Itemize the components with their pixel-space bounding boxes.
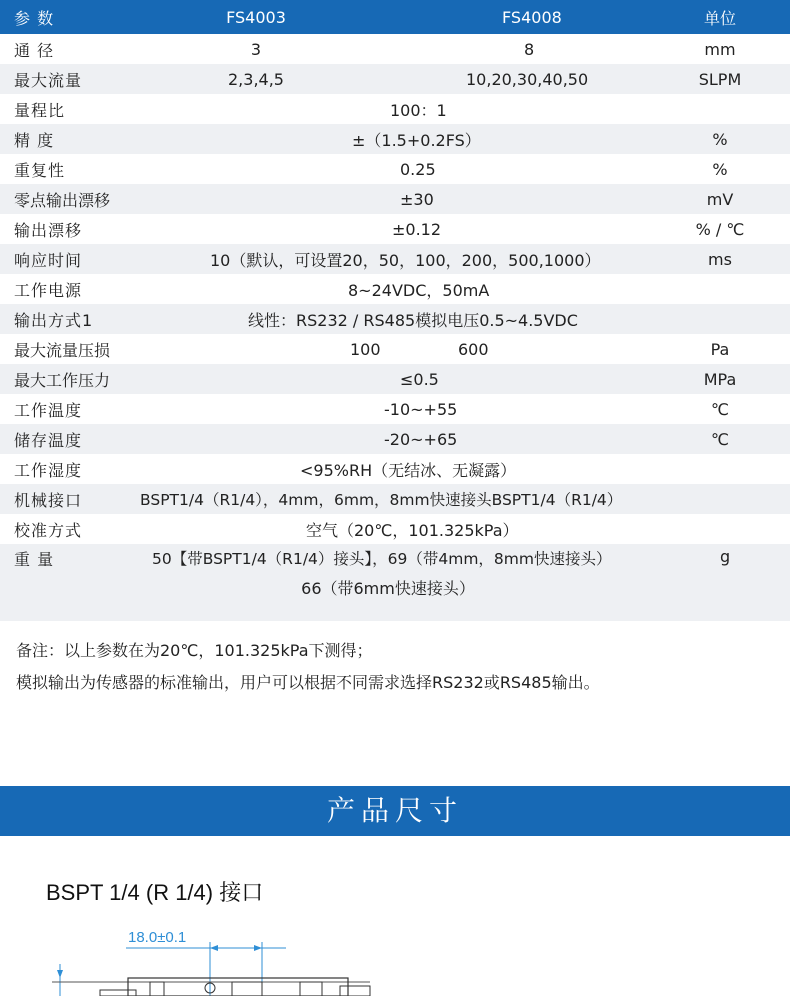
part-outline [150, 982, 164, 996]
value-cell: -20~+65 [126, 424, 650, 454]
value-cell: 2,3,4,5 [126, 64, 406, 94]
table-header-row [0, 0, 790, 34]
value-cell: 8~24VDC，50mA [126, 274, 650, 304]
value-cell: ≤0.5 [126, 364, 650, 394]
value-cell: 10,20,30,40,50 [406, 64, 650, 94]
header-model-1: FS4003 [126, 0, 406, 34]
table-row [0, 214, 790, 244]
value-cell: 空气（20℃，101.325kPa） [126, 514, 650, 544]
value-cell: 3 [126, 34, 406, 64]
unit-cell: % [650, 154, 790, 184]
param-label: 量程比 [0, 94, 126, 124]
unit-cell [650, 304, 790, 334]
notes [0, 621, 790, 699]
param-label: 重复性 [0, 154, 126, 184]
value-cell: 100 [126, 334, 406, 364]
table-row [0, 304, 790, 334]
section-banner: 产品尺寸 [0, 786, 790, 836]
param-label: 输出漂移 [0, 214, 126, 244]
unit-cell: MPa [650, 364, 790, 394]
value-cell: 100：1 [126, 94, 650, 124]
value-cell: 0.25 [126, 154, 650, 184]
part-outline [340, 986, 370, 996]
param-label: 零点输出漂移 [0, 184, 126, 214]
table-row [0, 454, 790, 484]
param-label: 储存温度 [0, 424, 126, 454]
note-line: 模拟输出为传感器的标准输出，用户可以根据不同需求选择RS232或RS485输出。 [16, 673, 600, 692]
table-bottom-pad [0, 607, 790, 621]
unit-cell [650, 94, 790, 124]
table-row [0, 364, 790, 394]
note-line: 备注：以上参数在为20℃，101.325kPa下测得； [16, 641, 373, 660]
dimension-subtitle: BSPT 1/4 (R 1/4) 接口 [46, 880, 264, 905]
param-label: 工作湿度 [0, 454, 126, 484]
unit-cell [650, 274, 790, 304]
table-row [0, 484, 790, 514]
unit-cell: ℃ [650, 424, 790, 454]
value-cell [126, 544, 650, 607]
value-cell: ±30 [126, 184, 650, 214]
dimension-label: 18.0±0.1 [128, 929, 187, 946]
value-cell: <95%RH（无结冰、无凝露） [126, 454, 650, 484]
unit-cell: Pa [650, 334, 790, 364]
value-cell: -10~+55 [126, 394, 650, 424]
table-row [0, 154, 790, 184]
table-row [0, 424, 790, 454]
param-label: 工作温度 [0, 394, 126, 424]
weight-line-1: 50【带BSPT1/4（R1/4）接头】，69（带4mm，8mm快速接头） [152, 550, 612, 568]
value-cell: ±（1.5+0.2FS） [126, 124, 650, 154]
param-label: 工作电源 [0, 274, 126, 304]
param-label: 最大流量 [0, 64, 126, 94]
arrow-right-icon [254, 945, 262, 951]
unit-cell: SLPM [650, 64, 790, 94]
value-cell: BSPT1/4（R1/4），4mm，6mm，8mm快速接头BSPT1/4（R1/4） [126, 484, 790, 514]
header-param: 参 数 [0, 0, 126, 34]
part-outline [232, 982, 262, 996]
part-outline [128, 978, 348, 996]
table-row [0, 274, 790, 304]
unit-cell: % [650, 124, 790, 154]
value-cell: 8 [406, 34, 650, 64]
param-label: 最大工作压力 [0, 364, 126, 394]
weight-line-2: 66（带6mm快速接头） [301, 579, 475, 598]
table-row [0, 64, 790, 94]
unit-cell: g [650, 544, 790, 607]
header-unit: 单位 [650, 0, 790, 34]
unit-cell: mm [650, 34, 790, 64]
unit-cell [650, 514, 790, 544]
value-cell: 10（默认，可设置20，50，100，200，500,1000） [126, 244, 650, 274]
param-label: 最大流量压损 [0, 334, 126, 364]
param-label: 输出方式1 [0, 304, 126, 334]
unit-cell: ms [650, 244, 790, 274]
value-cell: 600 [406, 334, 650, 364]
table-row [0, 124, 790, 154]
param-label: 重 量 [0, 544, 126, 607]
table-row [0, 334, 790, 364]
param-label: 机械接口 [0, 484, 126, 514]
value-cell: ±0.12 [126, 214, 650, 244]
table-row [0, 244, 790, 274]
unit-cell: ℃ [650, 394, 790, 424]
param-label: 通 径 [0, 34, 126, 64]
table-row [0, 544, 790, 607]
part-outline [300, 982, 322, 996]
unit-cell [650, 454, 790, 484]
param-label: 校准方式 [0, 514, 126, 544]
value-cell: 线性：RS232 / RS485模拟电压0.5~4.5VDC [126, 304, 650, 334]
dimension-drawing [0, 916, 790, 996]
table-row [0, 34, 790, 64]
header-model-2: FS4008 [406, 0, 650, 34]
unit-cell: % / ℃ [650, 214, 790, 244]
arrow-down-icon [57, 970, 63, 978]
param-label: 精 度 [0, 124, 126, 154]
arrow-left-icon [210, 945, 218, 951]
table-row [0, 514, 790, 544]
table-row [0, 394, 790, 424]
unit-cell: mV [650, 184, 790, 214]
table-row [0, 94, 790, 124]
part-outline [100, 990, 136, 996]
table-row [0, 184, 790, 214]
param-label: 响应时间 [0, 244, 126, 274]
